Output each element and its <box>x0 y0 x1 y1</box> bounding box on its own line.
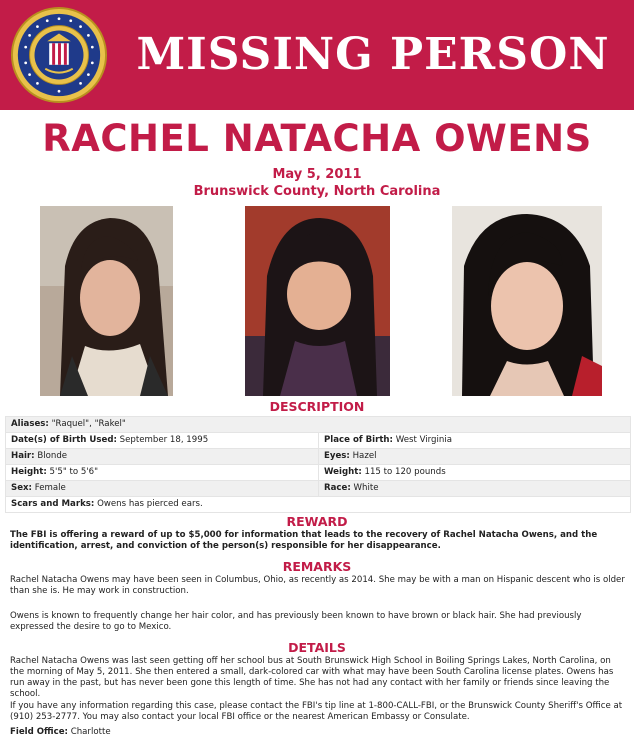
table-row <box>6 417 631 433</box>
person-name: RACHEL NATACHA OWENS <box>42 117 592 160</box>
remarks-heading: REMARKS <box>282 559 352 574</box>
scars-label: Scars and Marks: <box>11 499 95 509</box>
reward-text: The FBI is offering a reward of up to $5,000 for information that leads to the recovery of Rachel Natacha Owens, and the identification, arrest, and conviction of the person(s) responsible for her disappearance. <box>10 530 598 551</box>
hair-value: Blonde <box>37 451 68 461</box>
details-heading: DETAILS <box>288 640 346 655</box>
sex-label: Sex: <box>11 483 32 493</box>
height-value: 5'5" to 5'6" <box>49 467 99 477</box>
dob-cell <box>6 433 319 449</box>
aliases-label: Aliases: <box>11 419 49 429</box>
pob-cell <box>319 433 631 449</box>
height-cell <box>6 465 319 481</box>
table-row <box>6 481 631 497</box>
sex-value: Female <box>34 483 66 493</box>
header-banner <box>0 0 634 110</box>
race-label: Race: <box>324 483 351 493</box>
pob-label: Place of Birth: <box>324 435 393 445</box>
table-row <box>6 497 631 513</box>
race-cell <box>319 481 631 497</box>
eyes-value: Hazel <box>352 451 377 461</box>
weight-cell <box>319 465 631 481</box>
photo-2 <box>245 206 390 396</box>
photo-1 <box>40 206 173 396</box>
remarks-paragraph-1: Rachel Natacha Owens may have been seen in Columbus, Ohio, as recently as 2014. She may be with a man on Hispanic descent who is older than she is. He may work in construction. <box>10 575 625 596</box>
field-office-label: Field Office: <box>10 727 68 737</box>
table-row <box>6 433 631 449</box>
pob-value: West Virginia <box>395 435 452 445</box>
fbi-seal-icon <box>10 6 108 104</box>
description-heading: DESCRIPTION <box>269 399 365 414</box>
missing-date: May 5, 2011 <box>272 167 362 182</box>
field-office-value: Charlotte <box>70 727 111 737</box>
table-row <box>6 449 631 465</box>
height-label: Height: <box>11 467 47 477</box>
details-paragraph-1: Rachel Natacha Owens was last seen getting off her school bus at South Brunswick High School in Boiling Springs Lakes, North Carolina, on the morning of May 5, 2011. She then entered a small, dark-colored car with what may have been South Carolina license plates. Owens has run away in the past, but has never been gone this length of time. She has not had any contact with her family or friends since leaving the school. <box>10 656 614 699</box>
race-value: White <box>353 483 379 493</box>
table-row <box>6 465 631 481</box>
description-table <box>5 416 631 513</box>
eyes-label: Eyes: <box>324 451 350 461</box>
hair-cell <box>6 449 319 465</box>
weight-label: Weight: <box>324 467 362 477</box>
remarks-paragraph-2: Owens is known to frequently change her hair color, and has previously been known to have brown or black hair. She had previously expressed the desire to go to Mexico. <box>10 611 582 632</box>
aliases-cell <box>6 417 631 433</box>
scars-cell <box>6 497 631 513</box>
dob-value: September 18, 1995 <box>119 435 209 445</box>
scars-value: Owens has pierced ears. <box>97 499 203 509</box>
hair-label: Hair: <box>11 451 35 461</box>
sex-cell <box>6 481 319 497</box>
photo-3 <box>452 206 602 396</box>
details-paragraph-2: If you have any information regarding this case, please contact the FBI's tip line at 1-800-CALL-FBI, or the Brunswick County Sheriff's Office at (910) 253-2777. You may also contact your local FBI office or the nearest American Embassy or Consulate. <box>10 701 623 722</box>
field-office <box>10 727 626 738</box>
dob-label: Date(s) of Birth Used: <box>11 435 117 445</box>
eyes-cell <box>319 449 631 465</box>
reward-heading: REWARD <box>286 514 348 529</box>
banner-title: MISSING PERSON <box>136 29 610 80</box>
missing-location: Brunswick County, North Carolina <box>193 184 441 199</box>
aliases-value: "Raquel", "Rakel" <box>51 419 126 429</box>
weight-value: 115 to 120 pounds <box>364 467 446 477</box>
